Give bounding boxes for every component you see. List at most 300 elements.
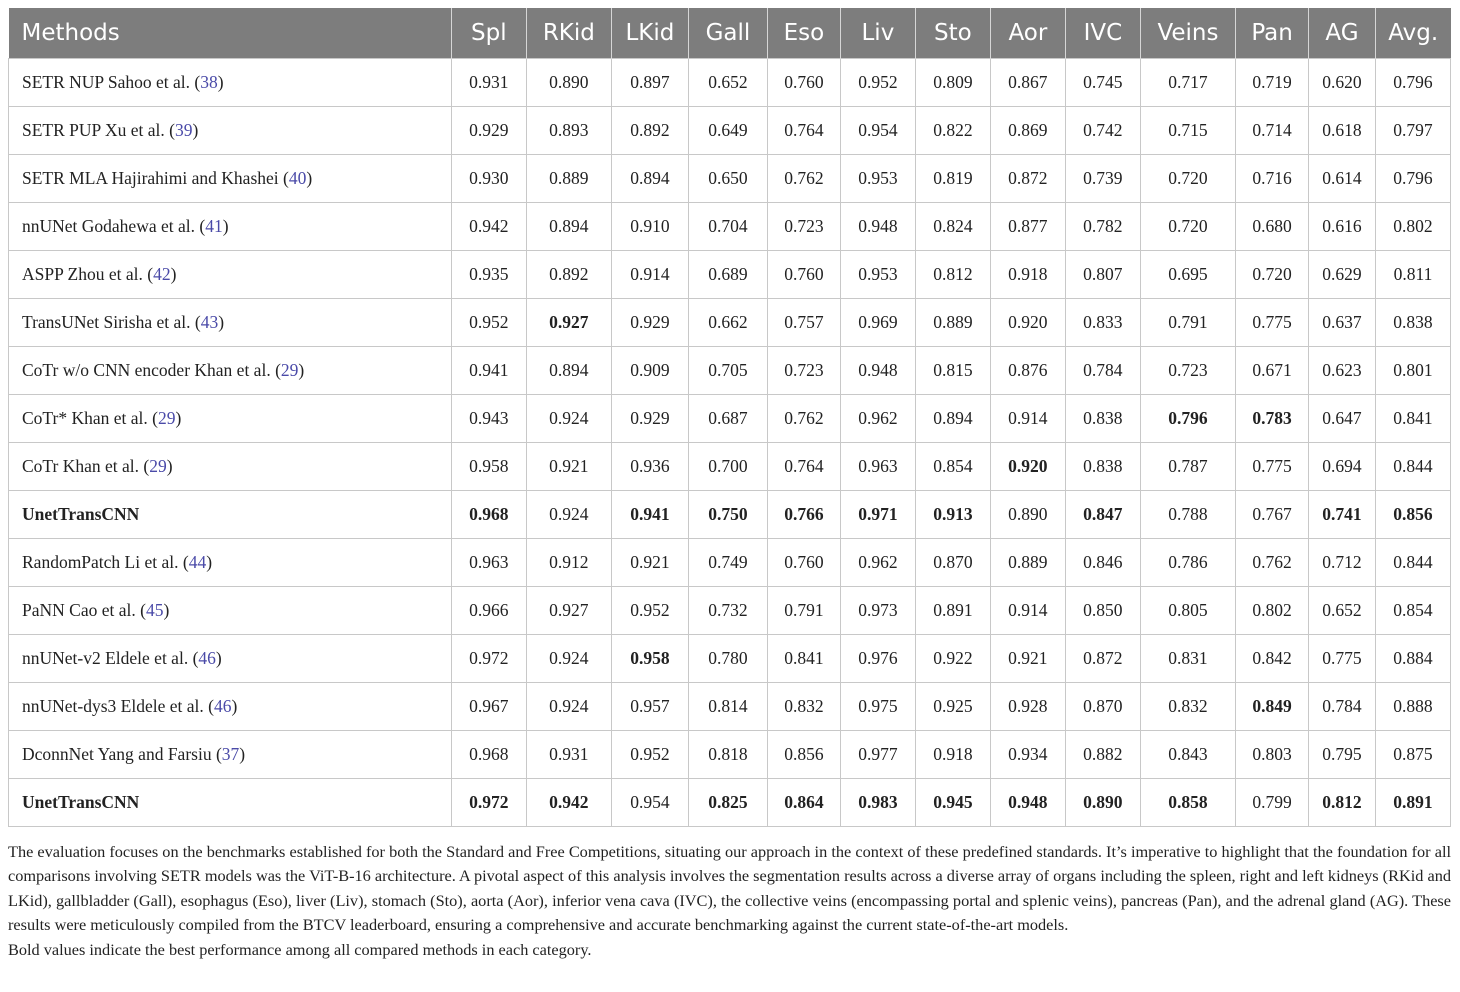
value-cell: 0.977 bbox=[840, 731, 915, 779]
value-cell: 0.875 bbox=[1375, 731, 1450, 779]
value-cell: 0.695 bbox=[1140, 251, 1235, 299]
value-cell: 0.957 bbox=[611, 683, 688, 731]
value-cell: 0.972 bbox=[451, 635, 526, 683]
table-row bbox=[9, 299, 1451, 347]
value-cell: 0.892 bbox=[526, 251, 611, 299]
method-cell bbox=[9, 347, 452, 395]
value-cell: 0.952 bbox=[611, 587, 688, 635]
value-cell: 0.775 bbox=[1236, 443, 1309, 491]
value-cell: 0.662 bbox=[688, 299, 767, 347]
reference-link[interactable]: 39 bbox=[174, 120, 193, 140]
value-cell: 0.869 bbox=[990, 107, 1065, 155]
value-cell: 0.618 bbox=[1309, 107, 1376, 155]
reference-link[interactable]: 45 bbox=[145, 600, 164, 620]
value-cell: 0.954 bbox=[611, 779, 688, 827]
value-cell: 0.652 bbox=[688, 59, 767, 107]
value-cell: 0.812 bbox=[1309, 779, 1376, 827]
value-cell: 0.841 bbox=[1375, 395, 1450, 443]
value-cell: 0.931 bbox=[526, 731, 611, 779]
value-cell: 0.931 bbox=[451, 59, 526, 107]
value-cell: 0.952 bbox=[840, 59, 915, 107]
value-cell: 0.867 bbox=[990, 59, 1065, 107]
reference-link[interactable]: 46 bbox=[213, 696, 232, 716]
closing-paren: ) bbox=[306, 168, 313, 188]
method-cell bbox=[9, 635, 452, 683]
value-cell: 0.850 bbox=[1065, 587, 1140, 635]
value-cell: 0.913 bbox=[915, 491, 990, 539]
value-cell: 0.973 bbox=[840, 587, 915, 635]
value-cell: 0.844 bbox=[1375, 539, 1450, 587]
value-cell: 0.891 bbox=[915, 587, 990, 635]
method-name: RandomPatch Li et al. ( bbox=[22, 552, 189, 572]
closing-paren: ) bbox=[206, 552, 213, 572]
value-cell: 0.799 bbox=[1236, 779, 1309, 827]
value-cell: 0.914 bbox=[990, 587, 1065, 635]
value-cell: 0.968 bbox=[451, 491, 526, 539]
value-cell: 0.841 bbox=[767, 635, 840, 683]
table-row bbox=[9, 347, 1451, 395]
value-cell: 0.888 bbox=[1375, 683, 1450, 731]
value-cell: 0.838 bbox=[1065, 443, 1140, 491]
value-cell: 0.967 bbox=[451, 683, 526, 731]
method-name: SETR NUP Sahoo et al. ( bbox=[22, 72, 201, 92]
value-cell: 0.870 bbox=[1065, 683, 1140, 731]
value-cell: 0.894 bbox=[915, 395, 990, 443]
closing-paren: ) bbox=[170, 264, 177, 284]
value-cell: 0.822 bbox=[915, 107, 990, 155]
value-cell: 0.914 bbox=[990, 395, 1065, 443]
method-name: UnetTransCNN bbox=[22, 792, 140, 812]
closing-paren: ) bbox=[163, 600, 170, 620]
value-cell: 0.876 bbox=[990, 347, 1065, 395]
value-cell: 0.921 bbox=[526, 443, 611, 491]
value-cell: 0.958 bbox=[611, 635, 688, 683]
column-header: Liv bbox=[840, 8, 915, 59]
value-cell: 0.629 bbox=[1309, 251, 1376, 299]
value-cell: 0.650 bbox=[688, 155, 767, 203]
value-cell: 0.716 bbox=[1236, 155, 1309, 203]
value-cell: 0.782 bbox=[1065, 203, 1140, 251]
value-cell: 0.920 bbox=[990, 299, 1065, 347]
method-name: nnUNet-dys3 Eldele et al. ( bbox=[22, 696, 214, 716]
method-name: UnetTransCNN bbox=[22, 504, 140, 524]
value-cell: 0.807 bbox=[1065, 251, 1140, 299]
column-header: Spl bbox=[451, 8, 526, 59]
value-cell: 0.877 bbox=[990, 203, 1065, 251]
closing-paren: ) bbox=[222, 216, 229, 236]
value-cell: 0.818 bbox=[688, 731, 767, 779]
table-row bbox=[9, 491, 1451, 539]
table-row bbox=[9, 155, 1451, 203]
table-row bbox=[9, 587, 1451, 635]
value-cell: 0.890 bbox=[1065, 779, 1140, 827]
value-cell: 0.927 bbox=[526, 587, 611, 635]
column-header: Methods bbox=[9, 8, 452, 59]
value-cell: 0.942 bbox=[526, 779, 611, 827]
value-cell: 0.741 bbox=[1309, 491, 1376, 539]
value-cell: 0.802 bbox=[1375, 203, 1450, 251]
value-cell: 0.796 bbox=[1140, 395, 1235, 443]
reference-link[interactable]: 43 bbox=[200, 312, 219, 332]
value-cell: 0.968 bbox=[451, 731, 526, 779]
method-name: nnUNet-v2 Eldele et al. ( bbox=[22, 648, 199, 668]
value-cell: 0.791 bbox=[1140, 299, 1235, 347]
closing-paren: ) bbox=[215, 648, 222, 668]
method-cell bbox=[9, 155, 452, 203]
value-cell: 0.719 bbox=[1236, 59, 1309, 107]
value-cell: 0.732 bbox=[688, 587, 767, 635]
value-cell: 0.962 bbox=[840, 395, 915, 443]
value-cell: 0.924 bbox=[526, 491, 611, 539]
value-cell: 0.963 bbox=[840, 443, 915, 491]
value-cell: 0.894 bbox=[526, 347, 611, 395]
column-header: Veins bbox=[1140, 8, 1235, 59]
value-cell: 0.784 bbox=[1065, 347, 1140, 395]
closing-paren: ) bbox=[217, 72, 224, 92]
value-cell: 0.842 bbox=[1236, 635, 1309, 683]
value-cell: 0.948 bbox=[840, 203, 915, 251]
value-cell: 0.637 bbox=[1309, 299, 1376, 347]
value-cell: 0.766 bbox=[767, 491, 840, 539]
value-cell: 0.854 bbox=[1375, 587, 1450, 635]
value-cell: 0.815 bbox=[915, 347, 990, 395]
value-cell: 0.889 bbox=[526, 155, 611, 203]
value-cell: 0.928 bbox=[990, 683, 1065, 731]
reference-link[interactable]: 46 bbox=[198, 648, 216, 668]
table-row bbox=[9, 107, 1451, 155]
column-header: Sto bbox=[915, 8, 990, 59]
reference-link[interactable]: 38 bbox=[200, 72, 218, 92]
value-cell: 0.927 bbox=[526, 299, 611, 347]
value-cell: 0.952 bbox=[611, 731, 688, 779]
value-cell: 0.796 bbox=[1375, 59, 1450, 107]
value-cell: 0.787 bbox=[1140, 443, 1235, 491]
column-header: AG bbox=[1309, 8, 1376, 59]
value-cell: 0.832 bbox=[767, 683, 840, 731]
value-cell: 0.760 bbox=[767, 539, 840, 587]
table-row bbox=[9, 635, 1451, 683]
value-cell: 0.924 bbox=[526, 635, 611, 683]
method-cell bbox=[9, 491, 452, 539]
value-cell: 0.844 bbox=[1375, 443, 1450, 491]
value-cell: 0.925 bbox=[915, 683, 990, 731]
header-row bbox=[9, 8, 1451, 59]
value-cell: 0.723 bbox=[1140, 347, 1235, 395]
value-cell: 0.749 bbox=[688, 539, 767, 587]
results-table bbox=[8, 8, 1451, 827]
value-cell: 0.762 bbox=[767, 155, 840, 203]
value-cell: 0.864 bbox=[767, 779, 840, 827]
table-row bbox=[9, 683, 1451, 731]
value-cell: 0.715 bbox=[1140, 107, 1235, 155]
column-header: Gall bbox=[688, 8, 767, 59]
value-cell: 0.872 bbox=[1065, 635, 1140, 683]
value-cell: 0.791 bbox=[767, 587, 840, 635]
value-cell: 0.680 bbox=[1236, 203, 1309, 251]
value-cell: 0.788 bbox=[1140, 491, 1235, 539]
value-cell: 0.983 bbox=[840, 779, 915, 827]
value-cell: 0.882 bbox=[1065, 731, 1140, 779]
results-table-container bbox=[8, 8, 1451, 827]
column-header: LKid bbox=[611, 8, 688, 59]
reference-link[interactable]: 44 bbox=[188, 552, 207, 572]
method-name: TransUNet Sirisha et al. ( bbox=[22, 312, 201, 332]
value-cell: 0.831 bbox=[1140, 635, 1235, 683]
value-cell: 0.941 bbox=[451, 347, 526, 395]
value-cell: 0.972 bbox=[451, 779, 526, 827]
table-row bbox=[9, 251, 1451, 299]
value-cell: 0.936 bbox=[611, 443, 688, 491]
value-cell: 0.929 bbox=[611, 299, 688, 347]
value-cell: 0.934 bbox=[990, 731, 1065, 779]
value-cell: 0.649 bbox=[688, 107, 767, 155]
column-header: Aor bbox=[990, 8, 1065, 59]
value-cell: 0.893 bbox=[526, 107, 611, 155]
reference-link[interactable]: 29 bbox=[149, 456, 167, 476]
method-name: ASPP Zhou et al. ( bbox=[22, 264, 154, 284]
value-cell: 0.838 bbox=[1065, 395, 1140, 443]
value-cell: 0.723 bbox=[767, 347, 840, 395]
value-cell: 0.929 bbox=[451, 107, 526, 155]
closing-paren: ) bbox=[218, 312, 225, 332]
column-header: Pan bbox=[1236, 8, 1309, 59]
value-cell: 0.742 bbox=[1065, 107, 1140, 155]
reference-link[interactable]: 37 bbox=[221, 744, 240, 764]
value-cell: 0.975 bbox=[840, 683, 915, 731]
column-header: IVC bbox=[1065, 8, 1140, 59]
table-row bbox=[9, 203, 1451, 251]
value-cell: 0.971 bbox=[840, 491, 915, 539]
value-cell: 0.854 bbox=[915, 443, 990, 491]
value-cell: 0.760 bbox=[767, 59, 840, 107]
method-name: CoTr* Khan et al. ( bbox=[22, 408, 158, 428]
method-name: CoTr w/o CNN encoder Khan et al. ( bbox=[22, 360, 281, 380]
value-cell: 0.783 bbox=[1236, 395, 1309, 443]
value-cell: 0.935 bbox=[451, 251, 526, 299]
value-cell: 0.819 bbox=[915, 155, 990, 203]
value-cell: 0.843 bbox=[1140, 731, 1235, 779]
reference-link[interactable]: 29 bbox=[157, 408, 176, 428]
footnote-description: The evaluation focuses on the benchmarks established for both the Standard and Free Competitions, situating our approach in the context of these predefined standards. It’s imperative to highlight that the foundation for all comparisons involving SETR models was the ViT-B-16 architecture. A pivotal aspect of this analysis involves the segmentation results across a diverse array of organs including the spleen, right and left kidneys (RKid and LKid), gallbladder (Gall), esophagus (Eso), liver (Liv), stomach (Sto), aorta (Aor), inferior vena cava (IVC), the collective veins (encompassing portal and splenic veins), pancreas (Pan), and the adrenal gland (AG). These results were meticulously compiled from the BTCV leaderboard, ensuring a comprehensive and accurate benchmarking against the current state-of-the-art models. bbox=[8, 842, 1451, 935]
value-cell: 0.953 bbox=[840, 155, 915, 203]
value-cell: 0.958 bbox=[451, 443, 526, 491]
value-cell: 0.889 bbox=[990, 539, 1065, 587]
value-cell: 0.948 bbox=[990, 779, 1065, 827]
value-cell: 0.894 bbox=[526, 203, 611, 251]
value-cell: 0.745 bbox=[1065, 59, 1140, 107]
column-header: Avg. bbox=[1375, 8, 1450, 59]
value-cell: 0.825 bbox=[688, 779, 767, 827]
value-cell: 0.962 bbox=[840, 539, 915, 587]
value-cell: 0.872 bbox=[990, 155, 1065, 203]
value-cell: 0.797 bbox=[1375, 107, 1450, 155]
method-name: PaNN Cao et al. ( bbox=[22, 600, 146, 620]
value-cell: 0.814 bbox=[688, 683, 767, 731]
reference-link[interactable]: 42 bbox=[153, 264, 171, 284]
value-cell: 0.891 bbox=[1375, 779, 1450, 827]
value-cell: 0.705 bbox=[688, 347, 767, 395]
value-cell: 0.762 bbox=[1236, 539, 1309, 587]
method-name: DconnNet Yang and Farsiu ( bbox=[22, 744, 222, 764]
value-cell: 0.945 bbox=[915, 779, 990, 827]
table-body bbox=[9, 59, 1451, 827]
value-cell: 0.704 bbox=[688, 203, 767, 251]
value-cell: 0.739 bbox=[1065, 155, 1140, 203]
value-cell: 0.924 bbox=[526, 395, 611, 443]
method-cell bbox=[9, 59, 452, 107]
method-cell bbox=[9, 779, 452, 827]
footnote-bold-note: Bold values indicate the best performance among all compared methods in each category. bbox=[8, 939, 592, 959]
value-cell: 0.687 bbox=[688, 395, 767, 443]
value-cell: 0.720 bbox=[1140, 155, 1235, 203]
method-name: nnUNet Godahewa et al. ( bbox=[22, 216, 206, 236]
value-cell: 0.775 bbox=[1236, 299, 1309, 347]
method-name: SETR MLA Hajirahimi and Khashei ( bbox=[22, 168, 289, 188]
value-cell: 0.912 bbox=[526, 539, 611, 587]
table-row bbox=[9, 59, 1451, 107]
value-cell: 0.920 bbox=[990, 443, 1065, 491]
method-cell bbox=[9, 299, 452, 347]
value-cell: 0.764 bbox=[767, 443, 840, 491]
value-cell: 0.717 bbox=[1140, 59, 1235, 107]
reference-link[interactable]: 40 bbox=[288, 168, 307, 188]
column-header: Eso bbox=[767, 8, 840, 59]
value-cell: 0.890 bbox=[526, 59, 611, 107]
value-cell: 0.833 bbox=[1065, 299, 1140, 347]
value-cell: 0.838 bbox=[1375, 299, 1450, 347]
value-cell: 0.796 bbox=[1375, 155, 1450, 203]
value-cell: 0.963 bbox=[451, 539, 526, 587]
value-cell: 0.847 bbox=[1065, 491, 1140, 539]
value-cell: 0.846 bbox=[1065, 539, 1140, 587]
value-cell: 0.647 bbox=[1309, 395, 1376, 443]
value-cell: 0.652 bbox=[1309, 587, 1376, 635]
value-cell: 0.614 bbox=[1309, 155, 1376, 203]
value-cell: 0.969 bbox=[840, 299, 915, 347]
value-cell: 0.914 bbox=[611, 251, 688, 299]
value-cell: 0.723 bbox=[767, 203, 840, 251]
value-cell: 0.921 bbox=[990, 635, 1065, 683]
method-cell bbox=[9, 731, 452, 779]
method-cell bbox=[9, 683, 452, 731]
value-cell: 0.849 bbox=[1236, 683, 1309, 731]
value-cell: 0.786 bbox=[1140, 539, 1235, 587]
value-cell: 0.892 bbox=[611, 107, 688, 155]
method-name: SETR PUP Xu et al. ( bbox=[22, 120, 175, 140]
closing-paren: ) bbox=[166, 456, 173, 476]
value-cell: 0.856 bbox=[1375, 491, 1450, 539]
value-cell: 0.953 bbox=[840, 251, 915, 299]
value-cell: 0.803 bbox=[1236, 731, 1309, 779]
value-cell: 0.930 bbox=[451, 155, 526, 203]
value-cell: 0.760 bbox=[767, 251, 840, 299]
value-cell: 0.943 bbox=[451, 395, 526, 443]
value-cell: 0.856 bbox=[767, 731, 840, 779]
closing-paren: ) bbox=[175, 408, 182, 428]
method-cell bbox=[9, 107, 452, 155]
value-cell: 0.757 bbox=[767, 299, 840, 347]
column-header: RKid bbox=[526, 8, 611, 59]
table-row bbox=[9, 443, 1451, 491]
value-cell: 0.720 bbox=[1236, 251, 1309, 299]
value-cell: 0.921 bbox=[611, 539, 688, 587]
value-cell: 0.966 bbox=[451, 587, 526, 635]
value-cell: 0.616 bbox=[1309, 203, 1376, 251]
value-cell: 0.897 bbox=[611, 59, 688, 107]
closing-paren: ) bbox=[298, 360, 305, 380]
value-cell: 0.775 bbox=[1309, 635, 1376, 683]
table-row bbox=[9, 779, 1451, 827]
value-cell: 0.910 bbox=[611, 203, 688, 251]
method-name: CoTr Khan et al. ( bbox=[22, 456, 150, 476]
value-cell: 0.894 bbox=[611, 155, 688, 203]
table-footnotes bbox=[8, 840, 1451, 962]
table-row bbox=[9, 395, 1451, 443]
value-cell: 0.809 bbox=[915, 59, 990, 107]
value-cell: 0.954 bbox=[840, 107, 915, 155]
value-cell: 0.714 bbox=[1236, 107, 1309, 155]
value-cell: 0.929 bbox=[611, 395, 688, 443]
method-cell bbox=[9, 587, 452, 635]
closing-paren: ) bbox=[231, 696, 238, 716]
value-cell: 0.952 bbox=[451, 299, 526, 347]
value-cell: 0.924 bbox=[526, 683, 611, 731]
method-cell bbox=[9, 395, 452, 443]
method-cell bbox=[9, 443, 452, 491]
table-row bbox=[9, 539, 1451, 587]
closing-paren: ) bbox=[192, 120, 199, 140]
value-cell: 0.671 bbox=[1236, 347, 1309, 395]
reference-link[interactable]: 41 bbox=[205, 216, 223, 236]
value-cell: 0.812 bbox=[915, 251, 990, 299]
method-cell bbox=[9, 251, 452, 299]
value-cell: 0.941 bbox=[611, 491, 688, 539]
value-cell: 0.689 bbox=[688, 251, 767, 299]
value-cell: 0.694 bbox=[1309, 443, 1376, 491]
value-cell: 0.802 bbox=[1236, 587, 1309, 635]
value-cell: 0.890 bbox=[990, 491, 1065, 539]
value-cell: 0.889 bbox=[915, 299, 990, 347]
value-cell: 0.762 bbox=[767, 395, 840, 443]
value-cell: 0.824 bbox=[915, 203, 990, 251]
reference-link[interactable]: 29 bbox=[280, 360, 299, 380]
value-cell: 0.712 bbox=[1309, 539, 1376, 587]
value-cell: 0.720 bbox=[1140, 203, 1235, 251]
value-cell: 0.884 bbox=[1375, 635, 1450, 683]
value-cell: 0.832 bbox=[1140, 683, 1235, 731]
value-cell: 0.805 bbox=[1140, 587, 1235, 635]
value-cell: 0.909 bbox=[611, 347, 688, 395]
value-cell: 0.922 bbox=[915, 635, 990, 683]
value-cell: 0.700 bbox=[688, 443, 767, 491]
method-cell bbox=[9, 203, 452, 251]
value-cell: 0.918 bbox=[915, 731, 990, 779]
value-cell: 0.948 bbox=[840, 347, 915, 395]
value-cell: 0.780 bbox=[688, 635, 767, 683]
table-row bbox=[9, 731, 1451, 779]
value-cell: 0.623 bbox=[1309, 347, 1376, 395]
method-cell bbox=[9, 539, 452, 587]
value-cell: 0.858 bbox=[1140, 779, 1235, 827]
value-cell: 0.784 bbox=[1309, 683, 1376, 731]
value-cell: 0.976 bbox=[840, 635, 915, 683]
value-cell: 0.918 bbox=[990, 251, 1065, 299]
value-cell: 0.801 bbox=[1375, 347, 1450, 395]
value-cell: 0.870 bbox=[915, 539, 990, 587]
value-cell: 0.620 bbox=[1309, 59, 1376, 107]
value-cell: 0.795 bbox=[1309, 731, 1376, 779]
value-cell: 0.942 bbox=[451, 203, 526, 251]
